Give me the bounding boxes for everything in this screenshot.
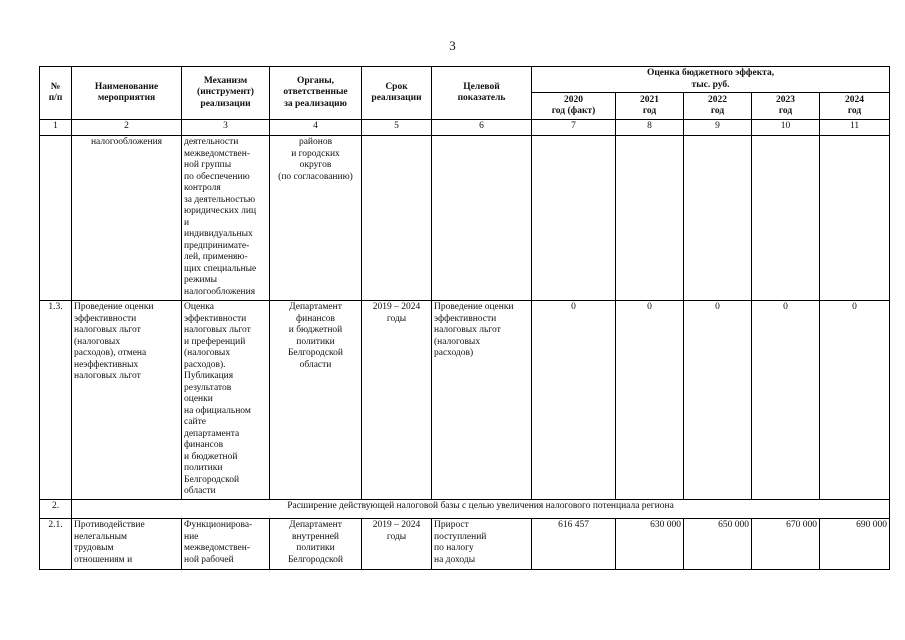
header-year-2021: 2021 год — [616, 93, 684, 120]
row-name: Проведение оценки эффективности налоговых льгот (налоговых расходов), отмена неэффективных налоговых льгот — [72, 301, 182, 500]
header-effect: Оценка бюджетного эффекта, тыс. руб. — [532, 67, 890, 93]
row-bodies: Департамент внутренней политики Белгородской — [270, 519, 362, 570]
header-year-2024: 2024 год — [820, 93, 890, 120]
row-name: Противодействие нелегальным трудовым отношениям и — [72, 519, 182, 570]
row-bodies: Департамент финансов и бюджетной политики Белгородской области — [270, 301, 362, 500]
column-number: 3 — [182, 120, 270, 136]
column-number: 10 — [752, 120, 820, 136]
row-value-2023: 0 — [752, 301, 820, 500]
row-value-2023: 670 000 — [752, 519, 820, 570]
header-row — [40, 67, 890, 93]
column-number: 5 — [362, 120, 432, 136]
budget-effect-table — [39, 66, 890, 570]
header-year-2020: 2020 год (факт) — [532, 93, 616, 120]
row-name: налогообложения — [72, 136, 182, 301]
row-value-2021: 0 — [616, 301, 684, 500]
row-num — [40, 136, 72, 301]
column-number-row — [40, 120, 890, 136]
column-number: 8 — [616, 120, 684, 136]
row-mechanism: Функционирова- ние межведомствен- ной рабочей — [182, 519, 270, 570]
column-number: 2 — [72, 120, 182, 136]
column-number: 7 — [532, 120, 616, 136]
row-num: 2.1. — [40, 519, 72, 570]
table-row — [40, 519, 890, 570]
column-number: 1 — [40, 120, 72, 136]
section-title: Расширение действующей налоговой базы с целью увеличения налогового потенциала региона — [72, 500, 890, 519]
row-indicator — [432, 136, 532, 301]
row-value-2021: 630 000 — [616, 519, 684, 570]
header-num: № п/п — [40, 67, 72, 120]
row-value-2020 — [532, 136, 616, 301]
row-term: 2019 – 2024 годы — [362, 301, 432, 500]
column-number: 11 — [820, 120, 890, 136]
row-value-2024: 690 000 — [820, 519, 890, 570]
row-value-2020: 616 457 — [532, 519, 616, 570]
row-term: 2019 – 2024 годы — [362, 519, 432, 570]
section-num: 2. — [40, 500, 72, 519]
row-mechanism: Оценка эффективности налоговых льгот и преференций (налоговых расходов). Публикация результатов оценки на официальном сайте департамента финансов и бюджетной политики Белгородской области — [182, 301, 270, 500]
row-num: 1.3. — [40, 301, 72, 500]
table-row — [40, 136, 890, 301]
header-mechanism: Механизм (инструмент) реализации — [182, 67, 270, 120]
row-value-2022: 0 — [684, 301, 752, 500]
row-mechanism: деятельности межведомствен- ной группы по обеспечению контроля за деятельностью юридических лиц и индивидуальных предпринимате- лей, применяю- щих специальные режимы налогообложения — [182, 136, 270, 301]
column-number: 6 — [432, 120, 532, 136]
column-number: 4 — [270, 120, 362, 136]
row-value-2024: 0 — [820, 301, 890, 500]
header-indicator: Целевой показатель — [432, 67, 532, 120]
header-name: Наименование мероприятия — [72, 67, 182, 120]
section-row — [40, 500, 890, 519]
row-term — [362, 136, 432, 301]
header-year-2022: 2022 год — [684, 93, 752, 120]
row-value-2023 — [752, 136, 820, 301]
row-bodies: районов и городских округов (по согласованию) — [270, 136, 362, 301]
header-year-2023: 2023 год — [752, 93, 820, 120]
row-value-2020: 0 — [532, 301, 616, 500]
row-value-2024 — [820, 136, 890, 301]
header-term: Срок реализации — [362, 67, 432, 120]
row-value-2022 — [684, 136, 752, 301]
row-value-2021 — [616, 136, 684, 301]
page-number: 3 — [449, 38, 456, 53]
table-row — [40, 301, 890, 500]
row-indicator: Прирост поступлений по налогу на доходы — [432, 519, 532, 570]
header-bodies: Органы, ответственные за реализацию — [270, 67, 362, 120]
row-indicator: Проведение оценки эффективности налоговых льгот (налоговых расходов) — [432, 301, 532, 500]
column-number: 9 — [684, 120, 752, 136]
row-value-2022: 650 000 — [684, 519, 752, 570]
